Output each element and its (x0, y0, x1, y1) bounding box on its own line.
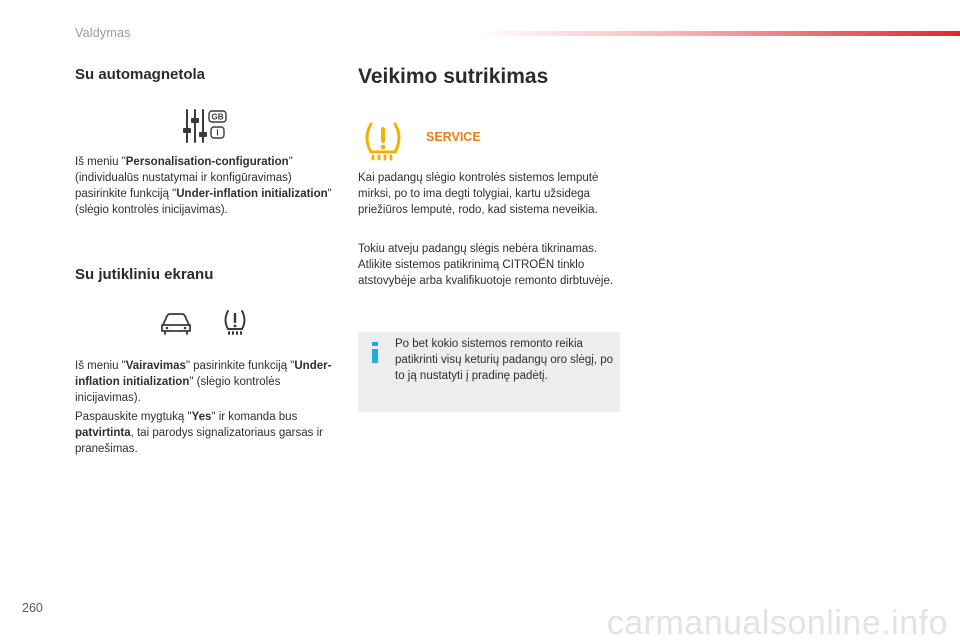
section-header: Valdymas (75, 26, 131, 40)
watermark: carmanualsonline.info (606, 604, 948, 642)
tyre-pressure-icon (222, 308, 248, 336)
fault-paragraph-1: Kai padangų slėgio kontrolės sistemos lemputė mirksi, po to ima degti tolygiai, kartu užsidega priežiūros lemputė, rodo, kad sistema neveikia. (358, 172, 599, 216)
page-title: Veikimo sutrikimas (358, 65, 549, 88)
service-label: SERVICE (426, 130, 481, 144)
jutiklinis-paragraph-2: Paspauskite mygtuką "Yes" ir komanda bus patvirtinta, tai parodys signalizatoriaus garsas ir pranešimas. (75, 411, 323, 455)
info-note-text: Po bet kokio sistemos remonto reikia patikrinti visų keturių padangų oro slėgį, po to ją nustatyti į pradinę padėtį. (395, 338, 613, 382)
gb-label: GB (211, 112, 224, 122)
info-note (358, 332, 620, 412)
automagnetola-paragraph: Iš meniu "Personalisation-configuration" (individualūs nustatymai ir konfigūravimas) pasirinkite funkciją "Under-inflation initialization" (slėgio kontrolės inicijavimas). (75, 156, 332, 216)
jutiklinis-paragraph-1: Iš meniu "Vairavimas" pasirinkite funkciją "Under-inflation initialization" (slėgio kontrolės inicijavimas). (75, 360, 332, 404)
jutiklinis-title: Su jutikliniu ekranu (75, 266, 214, 283)
audio-settings-icon (182, 106, 228, 146)
tyre-pressure-warning-icon (362, 120, 404, 162)
service-warning-icon (425, 128, 481, 146)
fault-paragraph-2: Tokiu atveju padangų slėgis nebėra tikrinamas. Atlikite sistemos patikrinimą CITROËN tinklo atstovybėje arba kvalifikuotoje remonto dirbtuvėje. (358, 243, 614, 287)
i-label: I (216, 128, 219, 138)
info-icon (368, 340, 382, 364)
car-icon (160, 311, 192, 335)
header-accent-bar (480, 31, 960, 36)
automagnetola-title: Su automagnetola (75, 66, 206, 83)
page-number: 260 (22, 601, 43, 615)
